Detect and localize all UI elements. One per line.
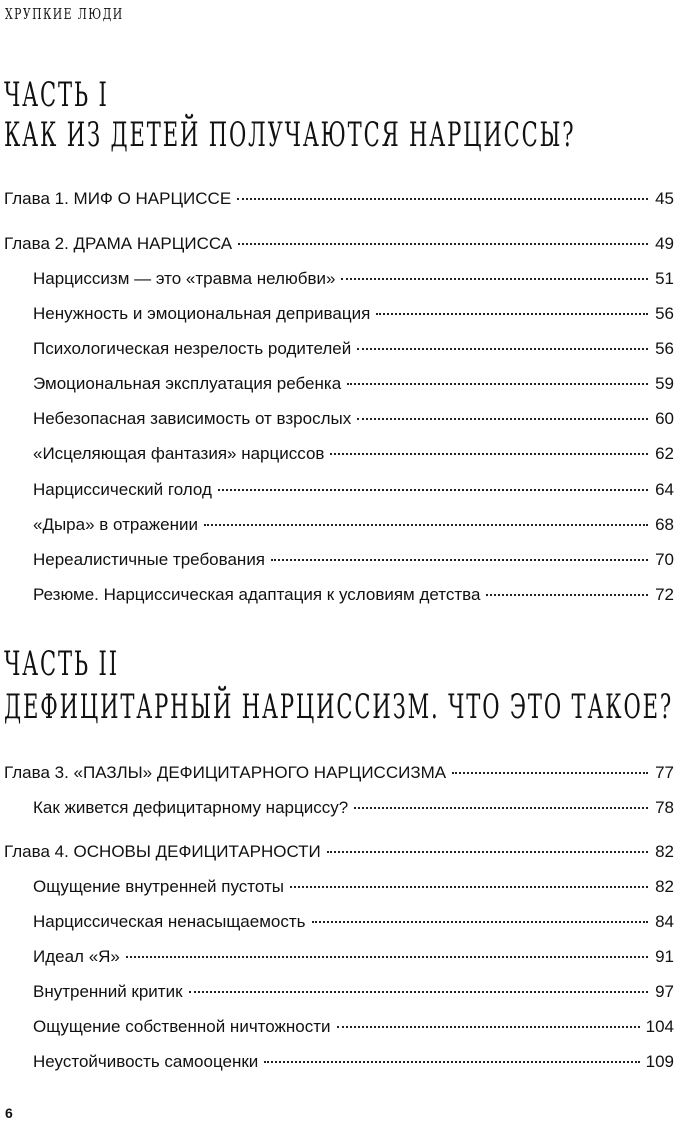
dot-leader — [341, 278, 648, 280]
dot-leader — [237, 198, 648, 200]
toc-entry-text: «Исцеляющая фантазия» нарциссов — [33, 444, 325, 463]
dot-leader — [238, 243, 648, 245]
dot-leader — [271, 559, 648, 561]
dot-leader — [126, 956, 648, 958]
toc-entry-text: Идеал «Я» — [33, 947, 120, 966]
dot-leader — [312, 921, 648, 923]
toc-section[interactable] — [33, 268, 674, 290]
dot-leader — [290, 886, 648, 888]
toc-entry-page: 97 — [655, 982, 674, 1001]
part-2-title: ДЕФИЦИТАРНЫЙ НАРЦИССИЗМ. ЧТО ЭТО ТАКОЕ? — [4, 687, 674, 727]
page-number: 6 — [5, 1105, 13, 1121]
toc-section[interactable] — [33, 584, 674, 606]
toc-section[interactable] — [33, 549, 674, 571]
toc-entry-text: Нарциссизм — это «травма нелюбви» — [33, 269, 336, 288]
toc-section[interactable] — [33, 1016, 674, 1038]
running-head: ХРУПКИЕ ЛЮДИ — [5, 5, 124, 23]
toc-chapter-2[interactable] — [4, 233, 674, 255]
toc-entry-text: Глава 1. МИФ О НАРЦИССЕ — [4, 189, 232, 208]
toc-entry-text: Ощущение собственной ничтожности — [33, 1017, 331, 1036]
dot-leader — [264, 1061, 639, 1063]
toc-section[interactable] — [33, 981, 674, 1003]
toc-entry-text: Психологическая незрелость родителей — [33, 339, 352, 358]
toc-section[interactable] — [33, 303, 674, 325]
toc-entry-page: 104 — [645, 1017, 674, 1036]
toc-chapter-4[interactable] — [4, 841, 674, 863]
toc-entry-text: Ненужность и эмоциональная депривация — [33, 304, 371, 323]
toc-entry-page: 45 — [655, 189, 674, 208]
toc-section[interactable] — [33, 443, 674, 465]
dot-leader — [327, 851, 648, 853]
toc-section[interactable] — [33, 946, 674, 968]
dot-leader — [452, 772, 648, 774]
toc-entry-page: 84 — [655, 912, 674, 931]
dot-leader — [218, 489, 648, 491]
toc-entry-page: 62 — [655, 444, 674, 463]
toc-entry-page: 60 — [655, 409, 674, 428]
toc-entry-text: Нереалистичные требования — [33, 550, 266, 569]
dot-leader — [354, 807, 648, 809]
toc-entry-page: 56 — [655, 304, 674, 323]
dot-leader — [357, 418, 648, 420]
dot-leader — [204, 524, 648, 526]
toc-entry-page: 77 — [655, 763, 674, 782]
toc-entry-page: 91 — [655, 947, 674, 966]
part-1-title: КАК ИЗ ДЕТЕЙ ПОЛУЧАЮТСЯ НАРЦИССЫ? — [4, 115, 576, 155]
toc-section[interactable] — [33, 479, 674, 501]
dot-leader — [337, 1026, 640, 1028]
toc-section[interactable] — [33, 911, 674, 933]
dot-leader — [189, 991, 648, 993]
toc-entry-text: Неустойчивость самооценки — [33, 1052, 259, 1071]
toc-entry-page: 64 — [655, 480, 674, 499]
toc-entry-text: Резюме. Нарциссическая адаптация к условиям детства — [33, 585, 481, 604]
toc-entry-page: 68 — [655, 515, 674, 534]
toc-section[interactable] — [33, 373, 674, 395]
toc-chapter-1[interactable] — [4, 188, 674, 210]
toc-entry-text: Глава 3. «ПАЗЛЫ» ДЕФИЦИТАРНОГО НАРЦИССИЗМА — [4, 763, 447, 782]
toc-entry-text: «Дыра» в отражении — [33, 515, 199, 534]
toc-entry-page: 70 — [655, 550, 674, 569]
part-1-label: ЧАСТЬ I — [4, 75, 109, 115]
toc-entry-text: Внутренний критик — [33, 982, 183, 1001]
toc-section[interactable] — [33, 797, 674, 819]
toc-entry-text: Нарциссическая ненасыщаемость — [33, 912, 306, 931]
toc-entry-page: 78 — [655, 798, 674, 817]
toc-entry-page: 51 — [655, 269, 674, 288]
toc-entry-text: Глава 2. ДРАМА НАРЦИССА — [4, 234, 233, 253]
toc-entry-text: Эмоциональная эксплуатация ребенка — [33, 374, 342, 393]
toc-entry-text: Ощущение внутренней пустоты — [33, 877, 284, 896]
toc-entry-page: 56 — [655, 339, 674, 358]
toc-section[interactable] — [33, 514, 674, 536]
toc-entry-page: 82 — [655, 877, 674, 896]
toc-section[interactable] — [33, 1051, 674, 1073]
dot-leader — [330, 453, 648, 455]
toc-section[interactable] — [33, 876, 674, 898]
toc-entry-page: 109 — [645, 1052, 674, 1071]
toc-section[interactable] — [33, 408, 674, 430]
toc-entry-text: Как живется дефицитарному нарциссу? — [33, 798, 349, 817]
dot-leader — [347, 383, 648, 385]
part-2-label: ЧАСТЬ II — [4, 644, 119, 684]
dot-leader — [376, 313, 648, 315]
toc-entry-text: Глава 4. ОСНОВЫ ДЕФИЦИТАРНОСТИ — [4, 842, 321, 861]
toc-entry-page: 72 — [655, 585, 674, 604]
toc-entry-page: 82 — [655, 842, 674, 861]
toc-entry-page: 49 — [655, 234, 674, 253]
toc-chapter-3[interactable] — [4, 762, 674, 784]
dot-leader — [486, 594, 648, 596]
toc-section[interactable] — [33, 338, 674, 360]
toc-entry-text: Небезопасная зависимость от взрослых — [33, 409, 352, 428]
dot-leader — [357, 348, 648, 350]
toc-entry-page: 59 — [655, 374, 674, 393]
toc-entry-text: Нарциссический голод — [33, 480, 212, 499]
